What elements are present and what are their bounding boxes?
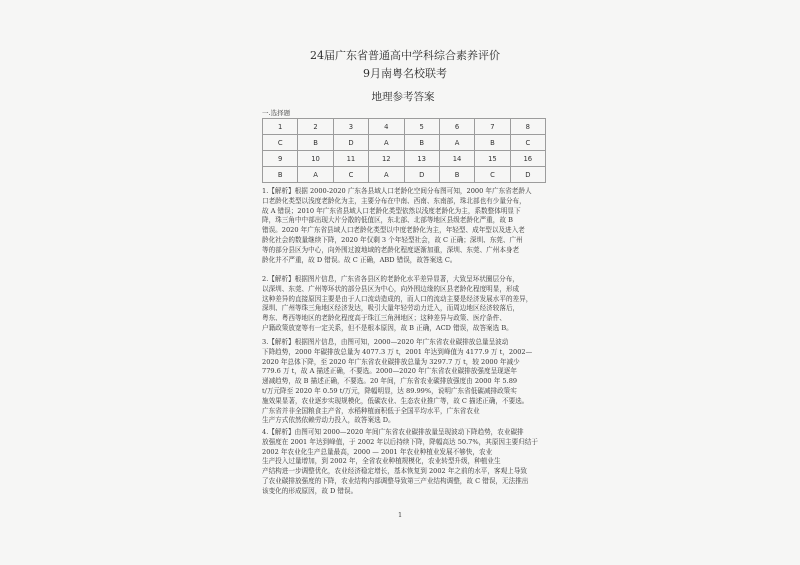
question-number-cell: 14 (439, 151, 474, 167)
question-number-cell: 16 (510, 151, 545, 167)
section-label-multiple-choice: 一.选择题 (262, 109, 291, 117)
explanation-line: 错误。2020 年广东省县域人口老龄化类型以中度老龄化为主，年轻型、成年型以及进入老 (262, 226, 525, 235)
explanation-line: 生产方式依然依赖劳动力投入，故答案选 D。 (262, 416, 395, 425)
question-number-cell: 11 (333, 151, 368, 167)
question-number-cell: 13 (404, 151, 439, 167)
explanation-line: 户籍政策放宽等有一定关系，但不是根本原因，故 B 正确，ACD 错误，故答案选 B。 (262, 323, 513, 332)
explanation-line: 1.【解析】根据 2000-2020 广东各县域人口老龄化空间分布图可知，2000 年广东省老龄人 (262, 187, 532, 195)
explanation-line: 该变化的形成原因，故 D 错误。 (262, 486, 358, 495)
question-number-cell: 6 (439, 119, 474, 135)
question-number-row (263, 119, 546, 135)
question-number-cell: 7 (475, 119, 510, 135)
answer-cell: B (404, 135, 439, 151)
answer-cell: D (510, 167, 545, 183)
question-number-cell: 12 (369, 151, 404, 167)
explanation-line: 2.【解析】根据图片信息，广东省各县区的老龄化水平差异显著，大致呈环状圈层分布， (262, 275, 519, 283)
explanation-line: t/万元降至 2020 年 0.59 t/万元，降幅明显，达 89.99%，说明广东省低碳减排政策实 (262, 386, 517, 395)
answer-cell: B (439, 167, 474, 183)
explanation-line: 779.6 万 t，故 A 描述正确，不要选。2000—2020 年广东省农业碳排放强度呈现逐年 (262, 367, 517, 376)
explanation-line: 龄化社会的数量继续下降，2020 年仅剩 3 个年轻型社会，故 C 正确；深圳、东莞、广州 (262, 235, 523, 244)
explanation-line: 2020 年总体下降，至 2020 年广东省农业碳排放总量为 3297.7 万 t，较 2000 年减少 (262, 357, 520, 366)
explanation-line: 产结构进一步调整优化，农业经济稳定增长，基本恢复到 2002 年之前的水平，客观上导致 (262, 467, 527, 476)
page-number: 1 (398, 511, 403, 519)
explanation-line: 了农业碳排放强度的下降，农业结构内部调整导致第三产业结构调整，故 C 错误，无法推出 (262, 476, 529, 485)
explanation-line: 深圳、广州等珠三角地区经济发达，吸引大量年轻劳动力迁入，而周边地区经济较落后， (262, 304, 520, 313)
question-number-cell: 15 (475, 151, 510, 167)
document-subtitle: 9月南粤名校联考 (363, 67, 447, 80)
question-number-row (263, 151, 546, 167)
explanation-line: 下降趋势，2000 年碳排放总量为 4077.3 万 t，2001 年达到峰值为 4177.9 万 t，2002— (262, 347, 533, 356)
answer-table-body (263, 119, 546, 183)
answer-cell: D (404, 167, 439, 183)
explanation-line: 龄化并不严重，故 D 错误。故 C 正确，ABD 错误，故答案选 C。 (262, 255, 457, 264)
answer-cell: B (475, 135, 510, 151)
explanation-line: 4.【解析】由图可知 2000—2020 年间广东省农业碳排放量呈现波动下降趋势，农业碳排 (262, 428, 524, 436)
answer-cell: B (298, 135, 333, 151)
answer-cell: C (333, 167, 368, 183)
explanation-line: 2002 年农业化生产总量最高，2000 — 2001 年农业种植业发展不够快，农业 (262, 447, 493, 456)
explanation-line: 故 A 错误；2010 年广东省县域人口老龄化类型依然以浅度老龄化为主，系数整体明显下 (262, 206, 521, 215)
answer-cell: D (333, 135, 368, 151)
answer-cell: C (475, 167, 510, 183)
explanation-3 (262, 338, 550, 426)
explanation-line: 递减趋势，故 B 描述正确，不要选。20 年间，广东省农业碳排放强度由 2000 年 5.89 (262, 377, 518, 386)
answer-cell: A (439, 135, 474, 151)
document-title: 24届广东省普通高中学科综合素养评价 (310, 49, 500, 62)
explanation-line: 口老龄化类型以浅度老龄化为主，主要分布在中南、西南、东南部，珠北部也有少量分布， (262, 196, 526, 205)
question-number-cell: 8 (510, 119, 545, 135)
explanation-line: 以深圳、东莞、广州等环状的部分县区为中心，向外围边缘的区县老龄化程度明显，形成 (262, 284, 520, 293)
explanation-1 (262, 187, 550, 265)
explanation-4 (262, 428, 550, 497)
explanation-line: 3.【解析】根据图片信息，由图可知，2000—2020 年广东省农业碳排放总量呈波动 (262, 338, 509, 346)
explanation-2 (262, 275, 550, 334)
answer-cell: C (510, 135, 545, 151)
question-number-cell: 4 (369, 119, 404, 135)
explanation-line: 这种差异的直接原因主要是由于人口流动造成的，而人口的流动主要是经济发展水平的差异， (262, 294, 533, 303)
answer-cell: B (263, 167, 298, 183)
question-number-cell: 1 (263, 119, 298, 135)
answer-cell: A (369, 135, 404, 151)
answer-table (262, 118, 546, 183)
question-number-cell: 3 (333, 119, 368, 135)
explanation-line: 粤东、粤西等地区的老龄化程度高于珠江三角洲地区；这种差异与政策、医疗条件、 (262, 314, 506, 323)
question-number-cell: 9 (263, 151, 298, 167)
question-number-cell: 5 (404, 119, 439, 135)
explanation-line: 施效果显著，农业逐步实现规模化，低碳农业、生态农业推广等，故 C 描述正确，不要选。 (262, 396, 529, 405)
answer-row (263, 167, 546, 183)
explanation-line: 等的部分县区为中心，向外围过渡地域的老龄化程度逐渐加重，深圳、东莞、广州本身老 (262, 245, 520, 254)
question-number-cell: 10 (298, 151, 333, 167)
answer-key-heading: 地理参考答案 (371, 91, 435, 103)
answer-row (263, 135, 546, 151)
explanation-line: 降，珠三角中中部出现大片分散的低值区，东北部、北部等地区县级老龄化严重，故 B (262, 216, 513, 225)
explanation-line: 放强度在 2001 年达到峰值，于 2002 年以后持续下降，降幅高达 50.7%，其原因主要归结于 (262, 437, 538, 446)
explanation-line: 广东省并非全国粮食主产省，水稻种植面积低于全国平均水平，广东省农业 (262, 406, 480, 415)
answer-cell: A (369, 167, 404, 183)
answer-cell: C (263, 135, 298, 151)
explanation-line: 生产投入过量增加，到 2002 年，全省农业种植规模化，农业转型升级，种植业生 (262, 457, 501, 466)
question-number-cell: 2 (298, 119, 333, 135)
answer-cell: A (298, 167, 333, 183)
